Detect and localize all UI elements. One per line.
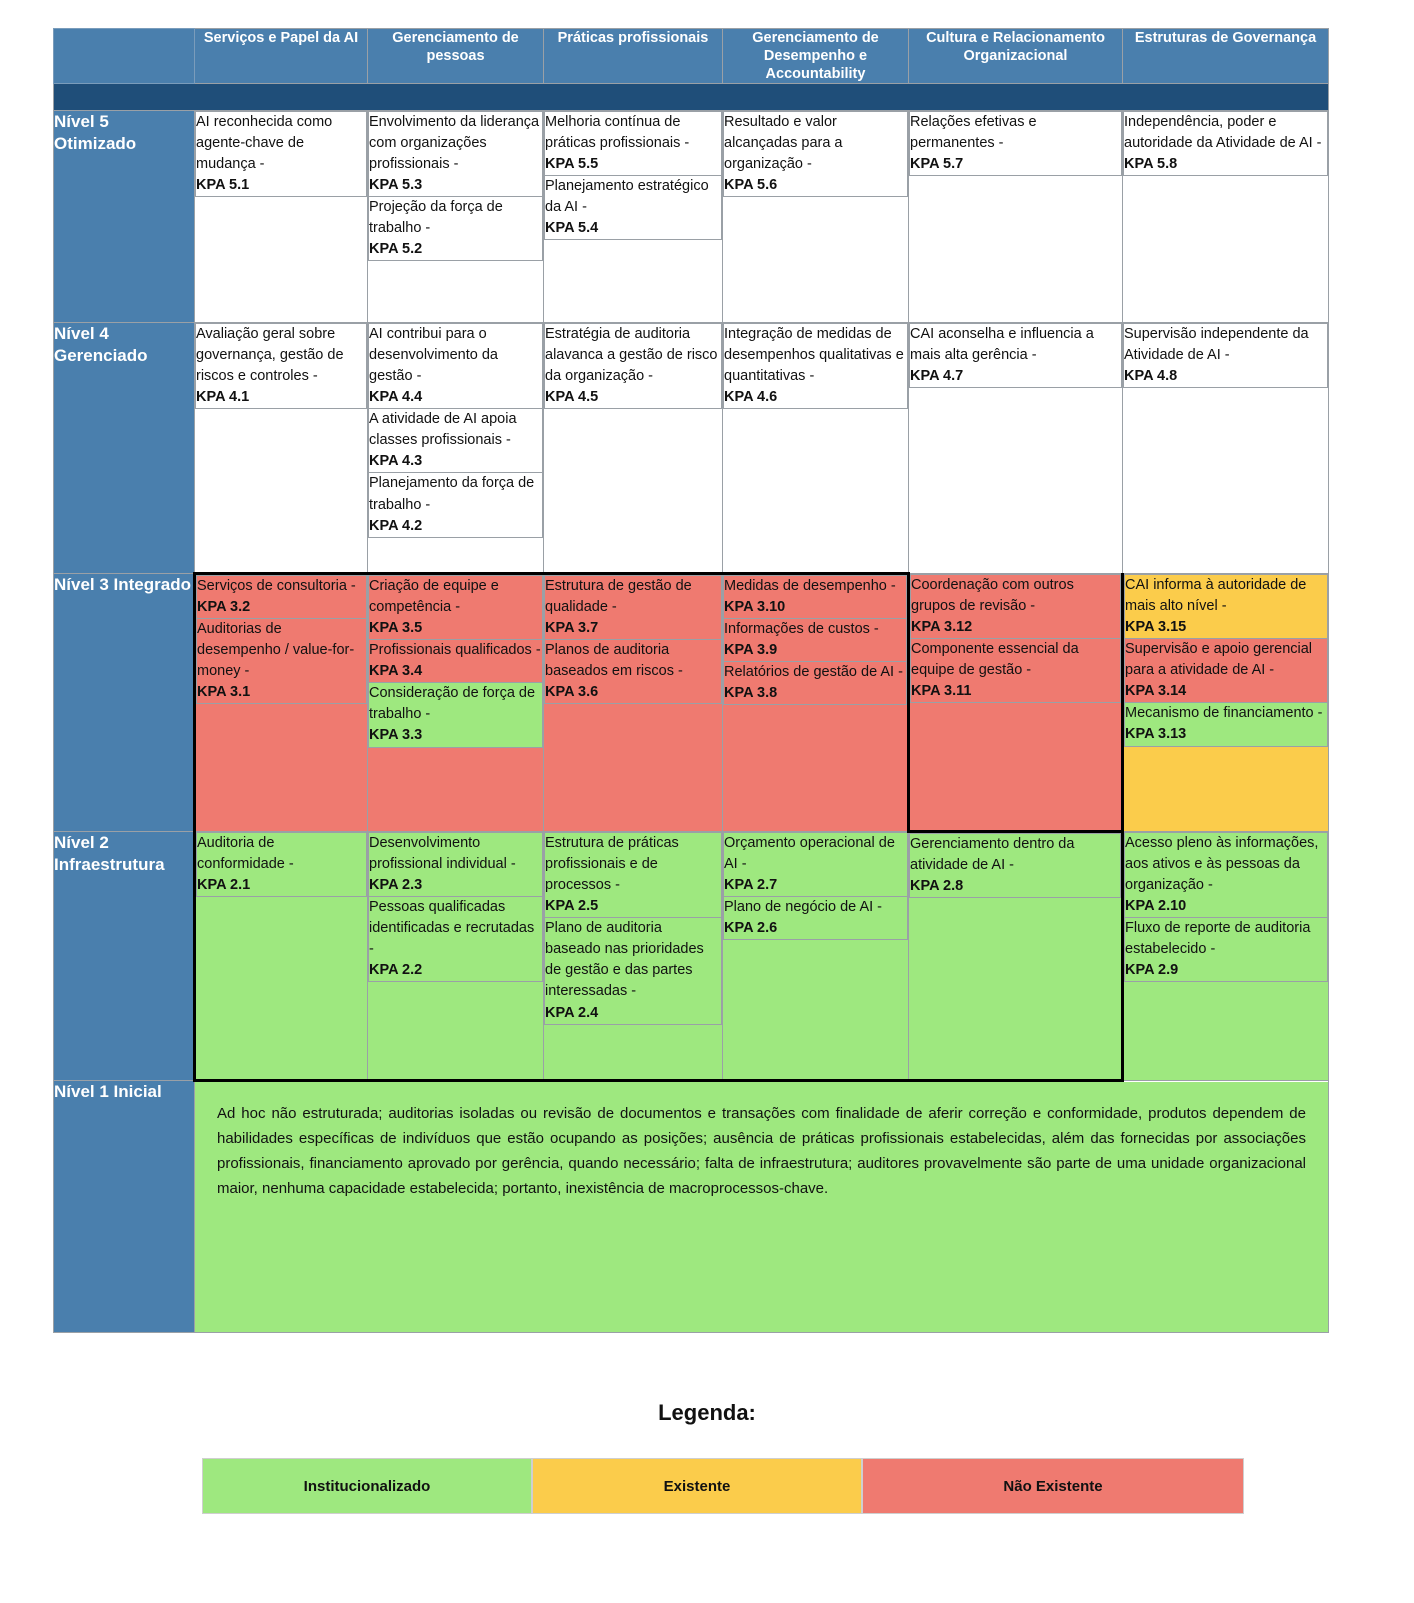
column-header-5: Cultura e Relacionamento Organizacional [909, 29, 1123, 84]
kpa-box: Relatórios de gestão de AI - KPA 3.8 [724, 662, 907, 705]
header-corner [54, 29, 195, 84]
column-header-1: Serviços e Papel da AI [195, 29, 368, 84]
cell-l3-c3 [544, 574, 723, 832]
cell-l2-c6 [1123, 832, 1329, 1081]
cell-l3-c5 [909, 574, 1123, 832]
kpa-box: Melhoria contínua de práticas profissionais - KPA 5.5 [545, 112, 722, 176]
cell-l2-c1 [195, 832, 368, 1081]
kpa-box: A atividade de AI apoia classes profissionais - KPA 4.3 [369, 409, 543, 473]
column-header-3: Práticas profissionais [544, 29, 723, 84]
matrix-header-row [54, 29, 1329, 84]
cell-l3-c6 [1123, 574, 1329, 832]
kpa-box: Gerenciamento dentro da atividade de AI - KPA 2.8 [910, 834, 1121, 898]
level1-description-text: Ad hoc não estruturada; auditorias isoladas ou revisão de documentos e transações com finalidade de aferir correção e conformidade, produtos dependem de habilidades específicas de indivíduos que estão ocupando as posições; ausência de práticas profissionais estabelecidas, além das fornecidas por associações profissionais, financiamento aprovado por gerência, quando necessário; falta de infraestrutura; auditores provavelmente são parte de uma unidade organizacional maior, nenhuma capacidade estabelecida; portanto, inexistência de macroprocessos-chave. [195, 1082, 1328, 1332]
matrix-top-band [54, 84, 1329, 111]
cell-l4-c2 [368, 323, 544, 574]
kpa-box: Plano de auditoria baseado nas prioridades de gestão e das partes interessadas - KPA 2.4 [545, 918, 722, 1024]
legend [202, 1458, 1244, 1514]
kpa-box: CAI informa à autoridade de mais alto nível - KPA 3.15 [1125, 575, 1328, 639]
column-header-4: Gerenciamento de Desempenho e Accountability [723, 29, 909, 84]
level-label-4: Nível 4 Gerenciado [54, 323, 195, 574]
kpa-box: Supervisão independente da Atividade de AI - KPA 4.8 [1124, 324, 1328, 388]
kpa-box: Estrutura de práticas profissionais e de processos - KPA 2.5 [545, 833, 722, 918]
kpa-box: Auditorias de desempenho / value-for-money - KPA 3.1 [197, 619, 367, 704]
cell-l5-c5 [909, 111, 1123, 323]
kpa-box: Coordenação com outros grupos de revisão - KPA 3.12 [911, 575, 1121, 639]
kpa-box: Integração de medidas de desempenhos qualitativas e quantitativas - KPA 4.6 [724, 324, 908, 409]
cell-l3-c4 [723, 574, 909, 832]
kpa-box: Independência, poder e autoridade da Atividade de AI - KPA 5.8 [1124, 112, 1328, 176]
cell-l5-c3 [544, 111, 723, 323]
kpa-box: Criação de equipe e competência - KPA 3.5 [369, 576, 543, 640]
kpa-box: Mecanismo de financiamento - KPA 3.13 [1125, 703, 1328, 746]
kpa-box: Planejamento estratégico da AI - KPA 5.4 [545, 176, 722, 240]
matrix-row-level2 [54, 832, 1329, 1081]
kpa-box: CAI aconselha e influencia a mais alta gerência - KPA 4.7 [910, 324, 1122, 388]
cell-l4-c3 [544, 323, 723, 574]
cell-l2-c2 [368, 832, 544, 1081]
legend-item-nao-existente: Não Existente [862, 1458, 1244, 1514]
kpa-box: Planejamento da força de trabalho - KPA 4.2 [369, 473, 543, 537]
maturity-matrix [53, 28, 1321, 1333]
kpa-box: Componente essencial da equipe de gestão - KPA 3.11 [911, 639, 1121, 703]
legend-item-existente: Existente [532, 1458, 862, 1514]
kpa-box: Estratégia de auditoria alavanca a gestão de risco da organização - KPA 4.5 [545, 324, 722, 409]
kpa-box: Projeção da força de trabalho - KPA 5.2 [369, 197, 543, 261]
kpa-box: Desenvolvimento profissional individual - KPA 2.3 [369, 833, 543, 897]
kpa-box: Consideração de força de trabalho - KPA 3.3 [369, 683, 543, 747]
level-label-5: Nível 5 Otimizado [54, 111, 195, 323]
cell-l5-c6 [1123, 111, 1329, 323]
kpa-box: AI reconhecida como agente-chave de mudança - KPA 5.1 [196, 112, 367, 197]
kpa-box: Auditoria de conformidade - KPA 2.1 [197, 833, 367, 897]
level-label-2: Nível 2 Infraestrutura [54, 832, 195, 1081]
level-label-3: Nível 3 Integrado [54, 574, 195, 832]
cell-l4-c6 [1123, 323, 1329, 574]
matrix-table [53, 28, 1329, 1333]
cell-l2-c4 [723, 832, 909, 1081]
kpa-box: Pessoas qualificadas identificadas e recrutadas - KPA 2.2 [369, 897, 543, 982]
cell-l3-c2 [368, 574, 544, 832]
kpa-box: Envolvimento da liderança com organizações profissionais - KPA 5.3 [369, 112, 543, 197]
column-header-6: Estruturas de Governança [1123, 29, 1329, 84]
cell-l5-c1 [195, 111, 368, 323]
kpa-box: Estrutura de gestão de qualidade - KPA 3.7 [545, 576, 722, 640]
matrix-row-level3 [54, 574, 1329, 832]
kpa-box: Orçamento operacional de AI - KPA 2.7 [724, 833, 908, 897]
cell-l2-c3 [544, 832, 723, 1081]
column-header-2: Gerenciamento de pessoas [368, 29, 544, 84]
kpa-box: Relações efetivas e permanentes - KPA 5.7 [910, 112, 1122, 176]
level-label-1: Nível 1 Inicial [54, 1081, 195, 1333]
kpa-box: Acesso pleno às informações, aos ativos e às pessoas da organização - KPA 2.10 [1125, 833, 1328, 918]
matrix-row-level5 [54, 111, 1329, 323]
cell-l2-c5 [909, 832, 1123, 1081]
matrix-row-level1 [54, 1081, 1329, 1333]
kpa-box: AI contribui para o desenvolvimento da gestão - KPA 4.4 [369, 324, 543, 409]
kpa-box: Fluxo de reporte de auditoria estabelecido - KPA 2.9 [1125, 918, 1328, 982]
kpa-box: Profissionais qualificados - KPA 3.4 [369, 640, 543, 683]
matrix-row-level4 [54, 323, 1329, 574]
kpa-box: Medidas de desempenho - KPA 3.10 [724, 576, 907, 619]
kpa-box: Plano de negócio de AI - KPA 2.6 [724, 897, 908, 940]
kpa-box: Supervisão e apoio gerencial para a atividade de AI - KPA 3.14 [1125, 639, 1328, 703]
cell-l4-c4 [723, 323, 909, 574]
kpa-box: Serviços de consultoria - KPA 3.2 [197, 576, 367, 619]
legend-item-institucionalizado: Institucionalizado [202, 1458, 532, 1514]
cell-l5-c2 [368, 111, 544, 323]
top-band-cell [54, 84, 1329, 111]
kpa-box: Informações de custos - KPA 3.9 [724, 619, 907, 662]
legend-title: Legenda: [658, 1400, 756, 1425]
kpa-box: Resultado e valor alcançadas para a organização - KPA 5.6 [724, 112, 908, 197]
kpa-box: Planos de auditoria baseados em riscos - KPA 3.6 [545, 640, 722, 704]
cell-l5-c4 [723, 111, 909, 323]
kpa-box: Avaliação geral sobre governança, gestão de riscos e controles - KPA 4.1 [196, 324, 367, 409]
cell-l4-c5 [909, 323, 1123, 574]
cell-l4-c1 [195, 323, 368, 574]
cell-l1-description [195, 1081, 1329, 1333]
cell-l3-c1 [195, 574, 368, 832]
